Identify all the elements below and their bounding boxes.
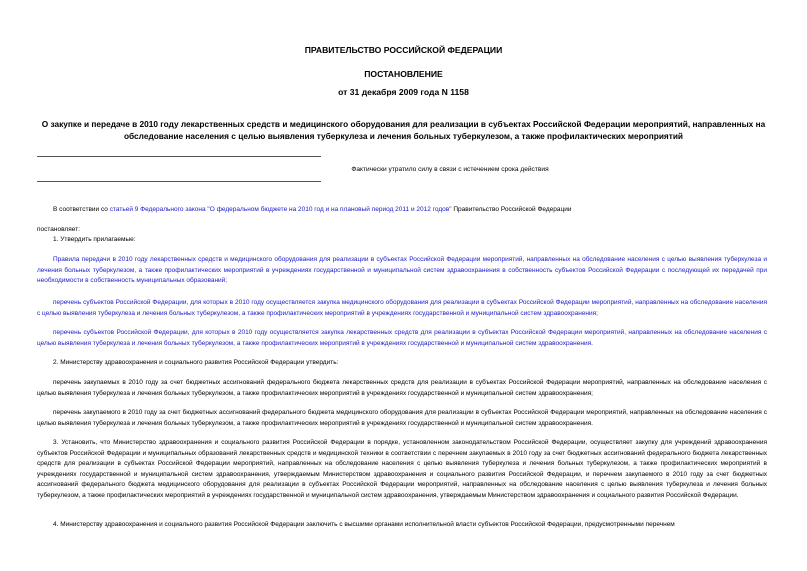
item-3: 3. Установить, что Министерство здравоохранения и социального развития Российской Федерации в порядке, установленном законодательством Российской Федерации, осуществляет закупку для учреждений здравоохранения субъектов Российской Федерации и муниципальных образований лекарственных средств и медицинской техники в соответствии с перечнем закупаемых в 2010 году за счет бюджетных ассигнований федерального бюджета лекарственных средств для реализации в субъектах Российской Федерации мероприятий, направленных на обследование населения с целью выявления туберкулеза и лечения больных туберкулезом, а также профилактических мероприятий в учреждениях государственной и муниципальной систем здравоохранения, утверждаемым Министерством здравоохранения и социального развития Российской Федерации, и перечнем закупаемого в 2010 году за счет бюджетных ассигнований федерального бюджета медицинского оборудования для реализации в субъектах Российской Федерации мероприятий, направленных на обследование населения с целью выявления туберкулеза и лечения больных туберкулезом, а также профилактических мероприятий в учреждениях государственной и муниципальной систем здравоохранения, утверждаемым Министерством здравоохранения и социального развития Российской Федерации. bbox=[37, 439, 767, 499]
item-2-equipment-list: перечень закупаемого в 2010 году за счет бюджетных ассигнований федерального бюджета медицинского оборудования для реализации в субъектах Российской Федерации мероприятий, направленных на обследование населения с целью выявления туберкулеза и лечения больных туберкулезом, а также профилактических мероприятий в учреждениях государственной и муниципальной систем здравоохранения. bbox=[37, 409, 767, 427]
equipment-regions-list-link[interactable]: перечень субъектов Российской Федерации, для которых в 2010 году осуществляется закупка медицинского оборудования для реализации в субъектах Российской Федерации мероприятий, направленных на обследование населения с целью выявления туберкулеза и лечения больных туберкулезом, а также профилактических мероприятий в учреждениях государственной и муниципальной систем здравоохранения; bbox=[37, 299, 767, 317]
item-2: 2. Министерству здравоохранения и социального развития Российской Федерации утвердить: bbox=[53, 359, 339, 366]
item-2-drugs-list: перечень закупаемых в 2010 году за счет бюджетных ассигнований федерального бюджета лекарственных средств для реализации в субъектах Российской Федерации мероприятий, направленных на обследование населения с целью выявления туберкулеза и лечения больных туберкулезом, а также профилактических мероприятий в учреждениях государственной и муниципальной систем здравоохранения; bbox=[37, 379, 767, 397]
drugs-regions-list-link[interactable]: перечень субъектов Российской Федерации, для которых в 2010 году осуществляется закупка лекарственных средств для реализации в субъектах Российской Федерации мероприятий, направленных на обследование населения с целью выявления туберкулеза и лечения больных туберкулезом, а также профилактических мероприятий в учреждениях государственной и муниципальной систем здравоохранения. bbox=[37, 329, 767, 347]
divider-top bbox=[37, 156, 321, 157]
status-note: Фактически утратило силу в связи с истечением срока действия bbox=[351, 166, 549, 173]
rules-link[interactable]: Правила передачи в 2010 году лекарственных средств и медицинского оборудования для реализации в субъектах Российской Федерации мероприятий, направленных на обследование населения с целью выявления туберкулеза и лечения больных туберкулезом, а также профилактических мероприятий в учреждениях государственной и муниципальной систем здравоохранения в собственность субъектов Российской Федерации с последующей их передачей при необходимости в собственность муниципальных образований; bbox=[37, 256, 767, 284]
item-1: 1. Утвердить прилагаемые: bbox=[53, 236, 136, 243]
decree-word: постановляет: bbox=[37, 226, 80, 233]
preamble-paragraph bbox=[37, 205, 767, 216]
document-date-number: от 31 декабря 2009 года N 1158 bbox=[338, 87, 469, 97]
preamble-suffix: Правительство Российской Федерации bbox=[451, 206, 572, 213]
divider-bottom bbox=[37, 181, 321, 182]
issuing-authority: ПРАВИТЕЛЬСТВО РОССИЙСКОЙ ФЕДЕРАЦИИ bbox=[304, 45, 503, 55]
item-4: 4. Министерству здравоохранения и социального развития Российской Федерации заключить с высшими органами исполнительной власти субъектов Российской Федерации, предусмотренными перечнем bbox=[53, 521, 675, 528]
federal-law-link[interactable]: статьей 9 Федерального закона "О федеральном бюджете на 2010 год и на плановый период 2011 и 2012 годов" bbox=[109, 206, 452, 213]
preamble-prefix: В соответствии со bbox=[53, 206, 110, 213]
document-title: О закупке и передаче в 2010 году лекарственных средств и медицинского оборудования для реализации в субъектах Российской Федерации мероприятий, направленных на обследование населения с целью выявления туберкулеза и лечения больных туберкулезом, а также профилактических мероприятий bbox=[41, 119, 766, 141]
document-type: ПОСТАНОВЛЕНИЕ bbox=[364, 69, 443, 79]
